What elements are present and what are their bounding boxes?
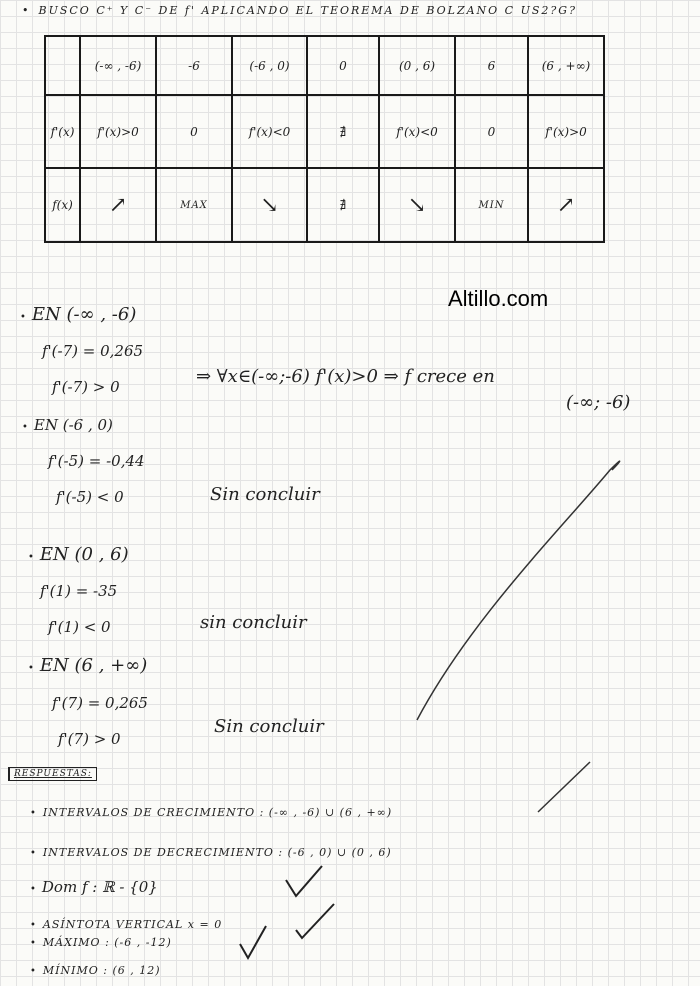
section1-eval: f'(-7) = 0,265 <box>42 342 144 360</box>
section4-sign: f'(7) > 0 <box>58 730 121 748</box>
answer-maximum: • MÁXIMO : (-6 , -12) <box>30 936 172 949</box>
answer-growth: • INTERVALOS DE CRECIMIENTO : (-∞ , -6) ∪ (6 , +∞) <box>30 806 393 819</box>
table-cell: (-∞ , -6) <box>80 36 156 95</box>
title-text: BUSCO C⁺ Y C⁻ DE f' APLICANDO EL TEOREMA DE BOLZANO C US2?G? <box>38 4 577 17</box>
section3-sign: f'(1) < 0 <box>48 618 111 636</box>
check-mark-icon <box>286 866 322 896</box>
table-cell: ↗ <box>80 168 156 242</box>
table-cell: f(x) <box>45 168 80 242</box>
table-cell: f'(x)>0 <box>80 95 156 168</box>
section1-conclusion-interval: (-∞; -6) <box>566 392 631 413</box>
answer-minimum: • MÍNIMO : (6 , 12) <box>30 964 161 977</box>
watermark-text: Altillo.com <box>448 286 549 311</box>
diagonal-stroke-upper <box>417 461 620 720</box>
section3-eval: f'(1) = -35 <box>40 582 118 600</box>
table-cell: ↘ <box>232 168 307 242</box>
table-cell: ∄ <box>307 168 379 242</box>
answer-domain: • Dom f : ℝ - {0} <box>30 878 158 896</box>
table-cell: (0 , 6) <box>379 36 455 95</box>
diagonal-stroke-lower <box>538 762 590 812</box>
section1-conclusion: ⇒ ∀x∈(-∞;-6) f'(x)>0 ⇒ f crece en <box>196 366 495 387</box>
section1-interval: • EN (-∞ , -6) <box>20 304 137 325</box>
title-line: • BUSCO C⁺ Y C⁻ DE f' APLICANDO EL TEOREMA DE BOLZANO C US2?G? <box>22 4 577 17</box>
table-cell: (6 , +∞) <box>528 36 604 95</box>
table-cell: f'(x)<0 <box>379 95 455 168</box>
section2-note: Sin concluir <box>210 484 320 505</box>
table-cell: 6 <box>455 36 528 95</box>
table-cell: f'(x)>0 <box>528 95 604 168</box>
table-cell: 0 <box>307 36 379 95</box>
section4-eval: f'(7) = 0,265 <box>52 694 148 712</box>
table-cell: f'(x)<0 <box>232 95 307 168</box>
table-cell: ↗ <box>528 168 604 242</box>
section2-eval: f'(-5) = -0,44 <box>48 452 145 470</box>
table-cell: 0 <box>156 95 232 168</box>
answer-asymptote: • ASÍNTOTA VERTICAL x = 0 <box>30 918 223 931</box>
section3-note: sin concluir <box>200 612 307 633</box>
table-cell: f'(x) <box>45 95 80 168</box>
table-cell: MAX <box>156 168 232 242</box>
section4-interval: • EN (6 , +∞) <box>28 655 148 676</box>
section1-sign: f'(-7) > 0 <box>52 378 120 396</box>
table-cell: ∄ <box>307 95 379 168</box>
section2-interval: • EN (-6 , 0) <box>22 416 113 434</box>
table-cell: -6 <box>156 36 232 95</box>
table-cell: 0 <box>455 95 528 168</box>
section2-sign: f'(-5) < 0 <box>56 488 124 506</box>
table-cell: (-6 , 0) <box>232 36 307 95</box>
answer-decrease: • INTERVALOS DE DECRECIMIENTO : (-6 , 0) ∪ (0 , 6) <box>30 846 392 859</box>
answers-title: RESPUESTAS: <box>8 767 97 781</box>
check-mark-icon <box>240 926 266 958</box>
section3-interval: • EN (0 , 6) <box>28 544 129 565</box>
table-cell: MIN <box>455 168 528 242</box>
table-cell: ↘ <box>379 168 455 242</box>
check-mark-icon <box>296 904 334 938</box>
section4-note: Sin concluir <box>214 716 324 737</box>
